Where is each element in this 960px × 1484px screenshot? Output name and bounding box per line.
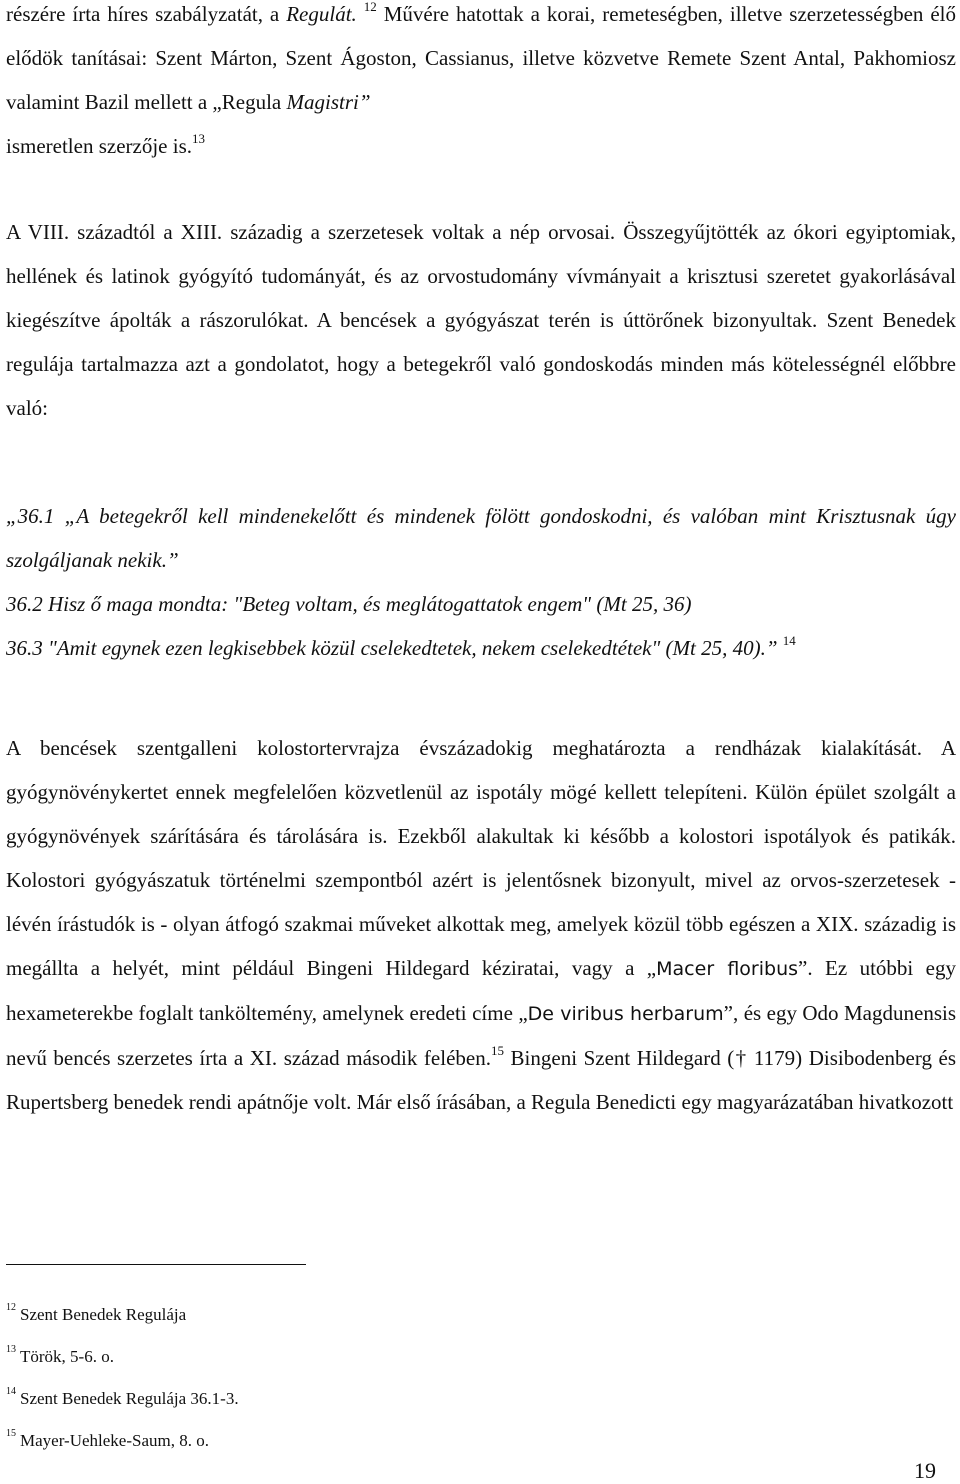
footnote-14	[6, 1378, 956, 1420]
text: 36.3 "Amit egynek ezen legkisebbek közül cselekedtetek, nekem cselekedtétek" (Mt 25, 40).”	[6, 636, 778, 660]
quote-36-2: 36.2 Hisz ő maga mondta: "Beteg voltam, és meglátogattatok engem" (Mt 25, 36)	[6, 592, 692, 616]
text: részére írta híres szabályzatát, a	[6, 2, 287, 26]
text: ”, és egy Odo Magdunensis nevű bencés szerzetes írta a XI. század második felében.	[6, 1001, 956, 1070]
text: Művére hatottak a korai, remeteségben, illetve szerzetességben élő elődök tanításai: Szent Márton, Szent Ágoston, Cassianus, illetve közvetve Remete Szent Antal, Pakhomiosz valamint Bazil mellett a „Regula	[6, 2, 957, 114]
paragraph-monks-doctors	[6, 210, 956, 430]
footnote-number: 13	[6, 1344, 16, 1356]
footnote-text: Mayer-Uehleke-Saum, 8. o.	[20, 1431, 209, 1450]
paragraph-rule-influences	[6, 0, 956, 168]
footnote-number: 15	[6, 1428, 16, 1440]
footnote-15	[6, 1420, 956, 1462]
work-title-de-viribus: De viribus herbarum	[527, 1003, 724, 1025]
rule-quotation-block	[6, 494, 956, 670]
footnote-text: Török, 5-6. o.	[20, 1347, 114, 1366]
footnote-text: Szent Benedek Regulája	[20, 1305, 187, 1324]
footnote-divider	[6, 1264, 306, 1265]
work-title-macer: Macer floribus	[656, 958, 799, 980]
text: A bencések szentgalleni kolostortervrajza évszázadokig meghatározta a rendházak kialakítását. A gyógynövénykertet ennek megfelelően közvetlenül az ispotály mögé kellett telepíteni. Külön épület szolgált a gyógynövények szárítására és tárolására is. Ezekből alakultak ki később a kolostori ispotályok és patikák. Kolostori gyógyászatuk történelmi szempontból azért is jelentősnek bizonyult, mivel az orvos-szerzetesek - lévén írástudók is - olyan átfogó szakmai műveket alkottak meg, amelyek közül több egészen a XIX. századig is megállta a helyét, mint például Bingeni Hildegard kéziratai, vagy a „	[6, 736, 956, 980]
footnote-text: Szent Benedek Regulája 36.1-3.	[20, 1389, 239, 1408]
page-number: 19	[914, 1458, 936, 1483]
footnote-ref-15[interactable]: 15	[490, 1043, 504, 1058]
footnote-12	[6, 1294, 956, 1336]
text: ismeretlen szerzője is.	[6, 134, 193, 158]
italic-text: Regulát.	[286, 2, 357, 26]
footnote-number: 14	[6, 1386, 16, 1398]
footnote-ref-14[interactable]: 14	[782, 633, 796, 648]
quote-36-3	[6, 626, 956, 670]
footnote-number: 12	[6, 1302, 16, 1314]
text: Bingeni Szent Hildegard († 1179) Disibodenberg és Rupertsberg benedek rendi apátnője volt. Már első írásában, a Regula Benedicti egy magyarázatában hivatkozott	[6, 1046, 956, 1114]
text: ”. Ez utóbbi egy hexameterekbe foglalt tanköltemény, amelynek eredeti címe „	[6, 956, 956, 1025]
footnote-ref-12[interactable]: 12	[363, 0, 377, 14]
footnote-13	[6, 1336, 956, 1378]
quote-36-1: „36.1 „A betegekről kell mindenekelőtt és mindenek fölött gondoskodni, és valóban mint Krisztusnak úgy szolgáljanak nekik.”	[6, 504, 956, 572]
paragraph-st-gallen-plan	[6, 726, 956, 1124]
footnote-ref-13[interactable]: 13	[192, 131, 206, 146]
text: Összegyűjtötték az ókori egyiptomiak, hellének és latinok gyógyító tudományát, és az orvostudomány vívmányait a krisztusi szeretet gyakorlásával kiegészítve ápolták a rászorulókat. A bencések a gyógyászat terén is úttörőnek bizonyultak. Szent Benedek regulája tartalmazza azt a gondolatot, hogy a betegekről való gondoskodás minden más kötelességnél előbbre való:	[6, 220, 956, 420]
footnotes	[6, 1294, 956, 1462]
text: A VIII. századtól a XIII. századig a szerzetesek voltak a nép orvosai.	[6, 220, 616, 244]
italic-text: Magistri”	[286, 90, 371, 114]
